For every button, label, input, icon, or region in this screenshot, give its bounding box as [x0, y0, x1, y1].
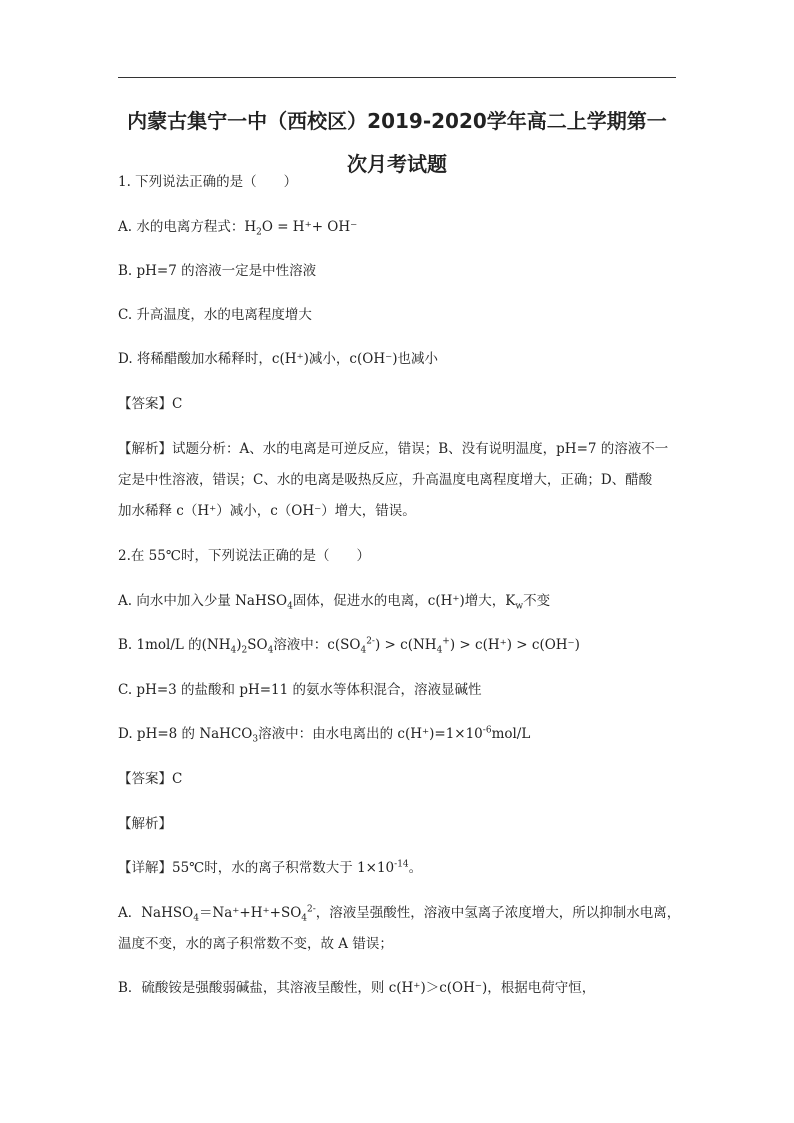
q1-option-d: D. 将稀醋酸加水稀释时，c(H⁺)减小，c(OH⁻)也减小	[118, 351, 438, 367]
q2-option-c: C. pH=3 的盐酸和 pH=11 的氨水等体积混合，溶液显碱性	[118, 682, 482, 698]
q1-analysis-line2: 定是中性溶液，错误；C、水的电离是吸热反应，升高温度电离程度增大，正确；D、醋酸	[118, 472, 653, 488]
q1-option-a: A. 水的电离方程式：$H_2O = H^++ OH^-$	[118, 219, 358, 238]
q1-answer: 【答案】C	[118, 396, 183, 412]
q1-option-b: B. pH=7 的溶液一定是中性溶液	[118, 263, 317, 279]
q2-explain-a-line2: 温度不变，水的离子积常数不变，故 A 错误；	[118, 936, 393, 952]
q2-option-b: B. 1mol/L 的$(NH_4)_2SO_4$溶液中：$c(SO_4^{2-}) > c(NH_4^+) > c(H^+) > c(OH^-)$	[118, 636, 580, 656]
q2-option-a: A. 向水中加入少量 NaHSO$_4$固体，促进水的电离，c(H⁺)增大，$K_w$不变	[118, 593, 551, 612]
q2-detail: 【详解】55℃时，水的离子积常数大于 $1\times 10^{-14}$。	[118, 859, 423, 876]
q2-explain-a-line1: A．$NaHSO_4=Na^++H^++SO_4^{2-}$，溶液呈强酸性，溶液中氢离子浓度增大，所以抑制水电离，	[118, 904, 681, 924]
q1-analysis-line1: 【解析】试题分析：A、水的电离是可逆反应，错误；B、没有说明温度，pH=7 的溶液不一	[118, 441, 669, 457]
q2-analysis-heading: 【解析】	[118, 816, 172, 832]
q2-stem: 2.在 55℃时，下列说法正确的是（ ）	[118, 548, 370, 564]
q1-option-c: C. 升高温度，水的电离程度增大	[118, 307, 312, 323]
q1-analysis-line3: 加水稀释 c（H⁺）减小，c（OH⁻）增大，错误。	[118, 503, 416, 519]
q1-stem: 1. 下列说法正确的是（ ）	[118, 174, 298, 190]
document-title-line2: 次月考试题	[347, 152, 447, 176]
q2-explain-b-line1: B．硫酸铵是强酸弱碱盐，其溶液呈酸性，则 c(H⁺)＞c(OH⁻)，根据电荷守恒，	[118, 980, 596, 996]
document-title-line1: 内蒙古集宁一中（西校区）2019-2020学年高二上学期第一	[127, 109, 667, 133]
q2-option-d: D. pH=8 的 NaHCO$_3$溶液中：由水电离出的 $c(H^+)=1\times 10^{-6}mol/L$	[118, 725, 531, 745]
q2-answer: 【答案】C	[118, 771, 183, 787]
header-rule	[118, 77, 676, 78]
